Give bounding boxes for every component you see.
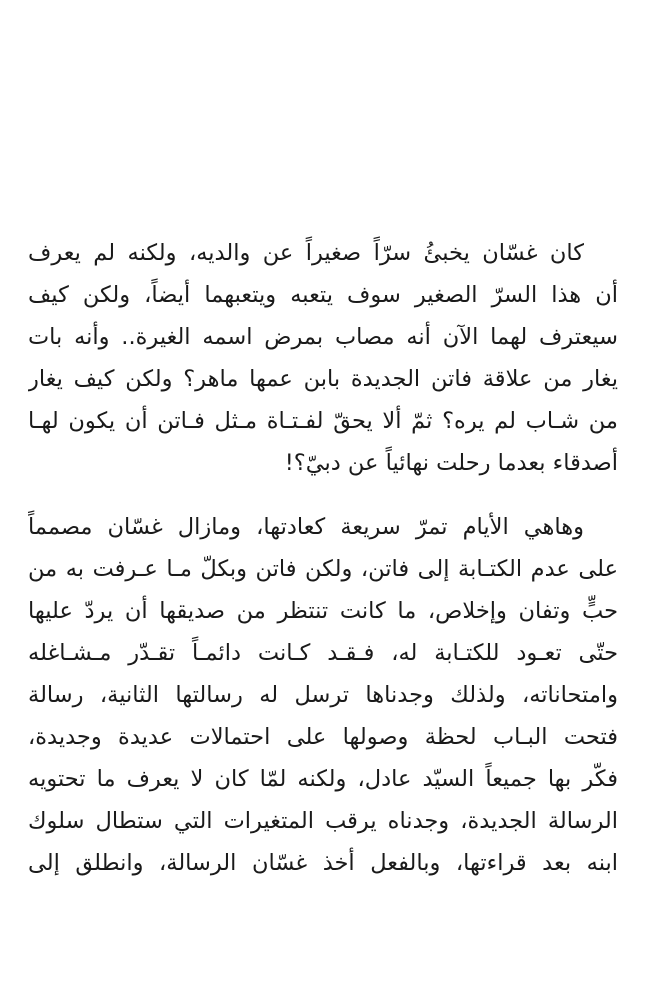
paragraph-line: الرسالة الجديدة، وجدناه يرقب المتغيرات التي ستطال سلوك <box>28 808 618 834</box>
paragraph-line: من شـاب لم يره؟ ثمّ ألا يحقّ لفـتـاة مـثل فـاتن أن يكون لهـا <box>28 408 618 434</box>
paragraph-1 <box>28 232 618 484</box>
paragraph-line: أصدقاء بعدما رحلت نهائياً عن دبيّ؟! <box>284 450 618 476</box>
paragraph-line: حتّى تعـود للكتـابة له، فـقـد كـانت دائمـاً تقـدّر مـشـاغله <box>28 640 618 666</box>
paragraph-line: وامتحاناته، ولذلك وجدناها ترسل له رسالتها الثانية، رسالة <box>28 682 618 708</box>
paragraph-line: وهاهي الأيام تمرّ سريعة كعادتها، ومازال غسّان مصمماً <box>28 514 584 540</box>
paragraph-2 <box>28 506 618 884</box>
paragraph-line: سيعترف لهما الآن أنه مصاب بمرض اسمه الغيرة.. وأنه بات <box>28 324 618 350</box>
paragraph-line: فتحت البـاب لحظة وصولها على احتمالات عديدة وجديدة، <box>28 724 618 750</box>
paragraph-line: على عدم الكتـابة إلى فاتن، ولكن فاتن وبكلّ مـا عـرفت به من <box>28 556 618 582</box>
paragraph-line: كان غسّان يخبئُ سرّاً صغيراً عن والديه، ولكنه لم يعرف <box>28 240 584 266</box>
paragraph-line: أن هذا السرّ الصغير سوف يتعبه ويتعبهما أيضاً، ولكن كيف <box>28 282 618 308</box>
paragraph-line: فكّر بها جميعاً السيّد عادل، ولكنه لمّا كان لا يعرف ما تحتويه <box>28 766 618 792</box>
paragraph-line: يغار من علاقة فاتن الجديدة بابن عمها ماهر؟ ولكن كيف يغار <box>28 366 618 392</box>
paragraph-line: حبٍّ وتفان وإخلاص، ما كانت تنتظر من صديقها أن يردّ عليها <box>28 598 618 624</box>
paragraph-line: ابنه بعد قراءتها، وبالفعل أخذ غسّان الرسالة، وانطلق إلى <box>28 850 618 876</box>
